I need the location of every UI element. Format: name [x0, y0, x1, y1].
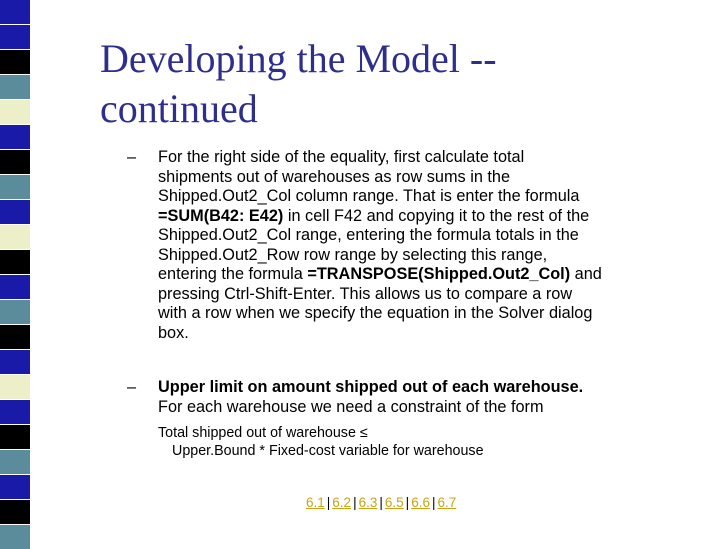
- para2-line: For each warehouse we need a constraint of the form: [158, 397, 544, 416]
- para1-line: For the right side of the equality, first calculate total: [158, 148, 525, 166]
- title-line-2: continued: [100, 86, 258, 131]
- para1-line: box.: [158, 323, 189, 342]
- stripe-square: [0, 350, 30, 374]
- stripe-square: [0, 450, 30, 474]
- para2-heading: [158, 378, 583, 398]
- para2-heading-text: Upper limit on amount shipped out of each warehouse.: [158, 378, 584, 396]
- para1-line-text: and: [570, 265, 602, 283]
- decorative-stripe: [0, 0, 30, 540]
- stripe-square: [0, 125, 30, 149]
- stripe-square: [0, 275, 30, 299]
- bullet-dash: –: [127, 148, 137, 166]
- para1-line: [158, 265, 602, 285]
- nav-separator: |: [431, 495, 436, 510]
- stripe-square: [0, 150, 30, 174]
- stripe-square: [0, 325, 30, 349]
- sum-formula: =SUM(B42: E42): [158, 206, 284, 225]
- nav-separator: |: [405, 495, 410, 510]
- bullet-dash: –: [127, 378, 137, 396]
- constraint-line-2: Upper.Bound * Fixed-cost variable for warehouse: [172, 443, 484, 459]
- constraint-formula: [158, 424, 484, 460]
- title-line-1: Developing the Model --: [100, 36, 497, 81]
- stripe-square: [0, 100, 30, 124]
- para1-line: with a row when we specify the equation in the Solver dialog: [158, 304, 593, 322]
- stripe-square: [0, 300, 30, 324]
- stripe-square: [0, 400, 30, 424]
- para1-line-text: in cell F42 and copying it to the rest of the: [283, 206, 590, 225]
- stripe-square: [0, 50, 30, 74]
- para1-line: Shipped.Out2_Col range, entering the formula totals in the: [158, 226, 579, 244]
- stripe-square: [0, 500, 30, 524]
- nav-separator: |: [379, 495, 383, 510]
- nav-link-6-1[interactable]: 6.1: [306, 495, 325, 510]
- stripe-square: [0, 425, 30, 449]
- para1-line: [158, 207, 602, 227]
- bullet-paragraph-1: [127, 148, 602, 343]
- stripe-square: [0, 225, 30, 249]
- section-nav-links: [306, 495, 456, 510]
- nav-link-6-6[interactable]: 6.6: [411, 495, 430, 510]
- nav-link-6-2[interactable]: 6.2: [332, 495, 352, 510]
- para1-line-text: entering the formula: [158, 265, 308, 283]
- stripe-square: [0, 75, 30, 99]
- para1-line: Shipped.Out2_Col column range. That is enter the formula: [158, 187, 580, 205]
- stripe-square: [0, 525, 30, 549]
- para1-line: Shipped.Out2_Row row range by selecting this range,: [158, 245, 548, 264]
- constraint-line-1: Total shipped out of warehouse ≤: [158, 425, 368, 441]
- bullet-paragraph-2: [127, 378, 584, 417]
- nav-link-6-3[interactable]: 6.3: [358, 495, 378, 510]
- transpose-formula: =TRANSPOSE(Shipped.Out2_Col): [307, 265, 571, 283]
- para1-line: shipments out of warehouses as row sums in the: [158, 167, 511, 186]
- nav-separator: |: [353, 495, 357, 510]
- stripe-square: [0, 25, 30, 49]
- nav-link-6-7[interactable]: 6.7: [437, 495, 457, 510]
- stripe-square: [0, 175, 30, 199]
- nav-link-6-5[interactable]: 6.5: [384, 495, 404, 510]
- stripe-square: [0, 375, 30, 399]
- nav-separator: |: [326, 495, 331, 510]
- stripe-square: [0, 0, 30, 24]
- stripe-square: [0, 250, 30, 274]
- slide-title: [100, 34, 700, 134]
- stripe-square: [0, 475, 30, 499]
- stripe-square: [0, 200, 30, 224]
- para1-line: pressing Ctrl-Shift-Enter. This allows us to compare a row: [158, 284, 573, 303]
